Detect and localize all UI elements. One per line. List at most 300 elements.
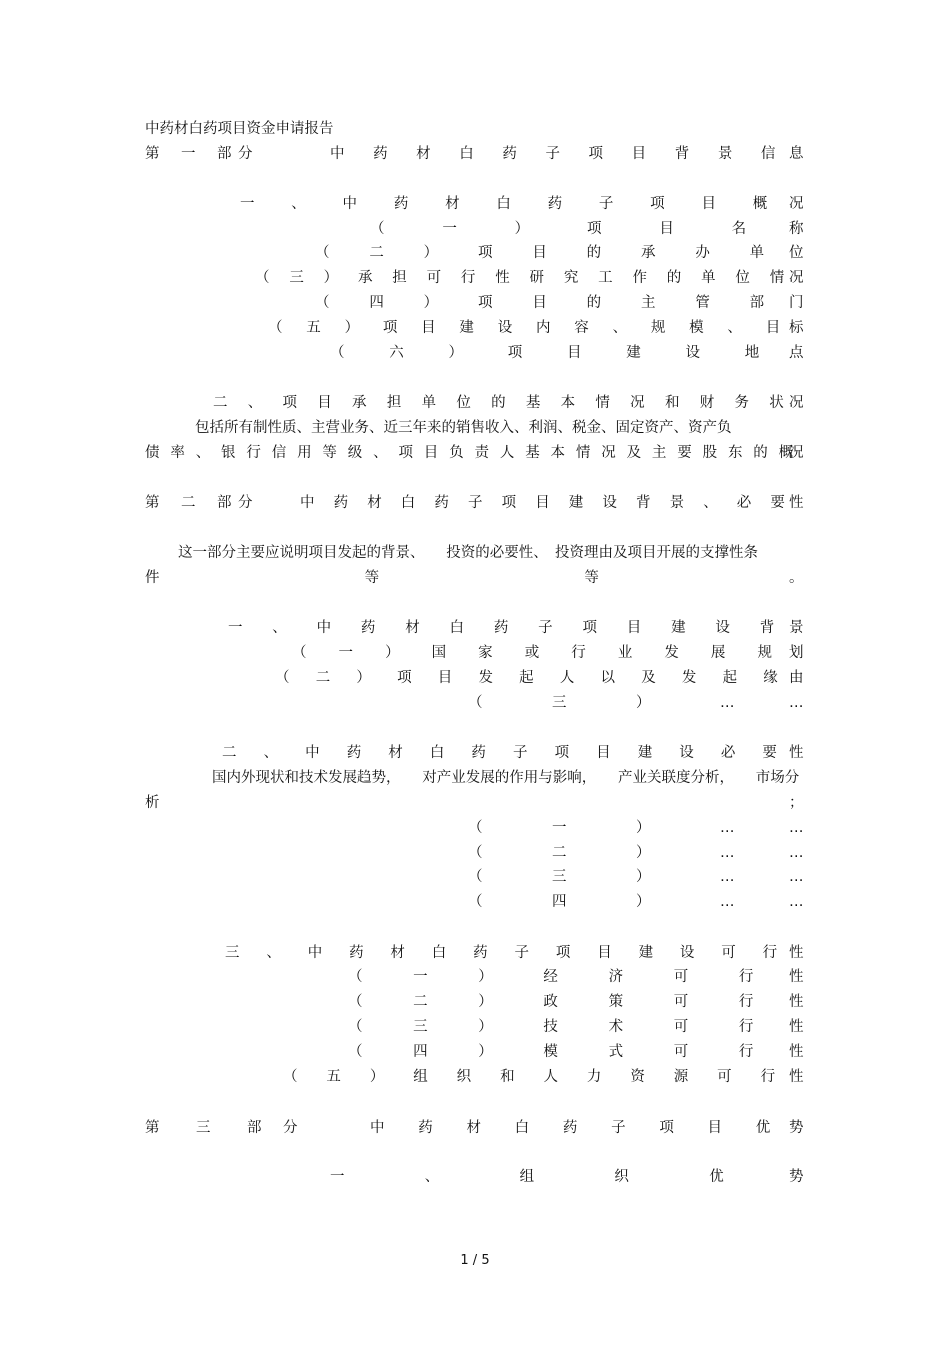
doc-glyph: 景 <box>789 620 804 636</box>
doc-glyph: 中 <box>300 495 315 511</box>
doc-glyph: 名 <box>731 221 747 237</box>
doc-glyph: 况 <box>789 270 804 286</box>
doc-glyph: 药 <box>373 146 388 162</box>
doc-glyph: 中 <box>305 745 320 761</box>
doc-glyph: 三 <box>552 869 567 885</box>
doc-glyph: 基 <box>525 395 541 411</box>
doc-glyph: 、 <box>272 620 287 636</box>
doc-glyph: 项 <box>587 221 602 237</box>
doc-glyph: 行 <box>460 270 476 286</box>
doc-glyph: 二 <box>552 845 567 861</box>
doc-line-12 <box>0 492 950 514</box>
doc-line-19 <box>0 742 950 764</box>
doc-glyph: 一 <box>552 820 567 836</box>
doc-line-11 <box>0 442 950 464</box>
doc-glyph: 背 <box>636 495 651 511</box>
doc-glyph: 一 <box>413 969 428 985</box>
doc-glyph: 力 <box>586 1069 602 1085</box>
doc-glyph: 三 <box>196 1120 211 1136</box>
doc-glyph: 四 <box>552 894 567 910</box>
doc-glyph: 术 <box>608 1019 624 1035</box>
doc-glyph: 承 <box>352 395 367 411</box>
doc-glyph: （ <box>268 320 283 336</box>
doc-glyph: 目 <box>567 345 582 361</box>
doc-line-31 <box>0 1066 950 1088</box>
doc-glyph: 性 <box>789 1019 804 1035</box>
doc-glyph: 可 <box>673 969 689 985</box>
doc-glyph: 门 <box>789 295 804 311</box>
doc-glyph: ） <box>478 994 493 1010</box>
doc-glyph: 策 <box>608 994 624 1010</box>
doc-paragraph-text: 包括所有制性质、主营业务、近三年来的销售收入、利润、税金、固定资产、资产负 <box>195 420 732 436</box>
doc-glyph: 药 <box>418 1120 433 1136</box>
doc-glyph: 项 <box>501 495 517 511</box>
doc-glyph: 析 <box>145 795 160 811</box>
doc-glyph: 一 <box>330 1169 345 1185</box>
doc-line-30 <box>0 1041 950 1063</box>
doc-line-7 <box>0 317 950 339</box>
doc-glyph: 务 <box>734 395 749 411</box>
doc-glyph: 目 <box>532 245 547 261</box>
doc-glyph: 级 <box>347 445 363 461</box>
doc-glyph: … <box>720 845 735 861</box>
doc-glyph: 性 <box>789 1044 804 1060</box>
doc-glyph: （ <box>468 894 483 910</box>
doc-glyph: 白 <box>431 945 447 961</box>
doc-glyph: 目 <box>437 670 453 686</box>
doc-glyph: 、 <box>424 1169 440 1185</box>
doc-line-6 <box>0 292 950 314</box>
doc-glyph: 位 <box>456 395 471 411</box>
doc-glyph: 称 <box>789 221 804 237</box>
doc-glyph: 担 <box>386 395 402 411</box>
doc-glyph: 可 <box>717 1069 732 1085</box>
doc-glyph: 材 <box>390 945 405 961</box>
doc-glyph: 项 <box>397 670 412 686</box>
doc-glyph: 行 <box>760 1069 776 1085</box>
doc-glyph: 必 <box>720 745 736 761</box>
doc-line-17 <box>0 667 950 689</box>
doc-glyph: 五 <box>306 320 321 336</box>
doc-glyph: ） <box>369 1069 385 1085</box>
doc-glyph: 管 <box>695 295 710 311</box>
doc-glyph: 部 <box>217 495 232 511</box>
doc-glyph: 优 <box>709 1169 724 1185</box>
doc-glyph: 目 <box>765 320 781 336</box>
doc-glyph: 主 <box>651 445 667 461</box>
doc-glyph: 子 <box>611 1120 626 1136</box>
doc-glyph: 项 <box>282 395 298 411</box>
doc-glyph: 况 <box>789 445 804 461</box>
doc-glyph: … <box>789 820 804 836</box>
doc-glyph: 展 <box>710 645 726 661</box>
doc-glyph: 必 <box>736 495 752 511</box>
doc-glyph: ） <box>636 869 651 885</box>
doc-glyph: 划 <box>789 645 804 661</box>
doc-glyph: ） <box>478 969 493 985</box>
doc-glyph: 及 <box>641 670 656 686</box>
doc-glyph: 设 <box>715 620 730 636</box>
doc-glyph: 子 <box>598 196 614 212</box>
doc-glyph: 源 <box>673 1069 689 1085</box>
doc-glyph: （ <box>468 845 483 861</box>
doc-glyph: 、 <box>373 445 388 461</box>
doc-glyph: 研 <box>529 270 544 286</box>
doc-line-16 <box>0 642 950 664</box>
doc-glyph: 况 <box>630 395 645 411</box>
doc-glyph: 容 <box>574 320 589 336</box>
doc-glyph: 四 <box>413 1044 428 1060</box>
doc-glyph: 发 <box>664 645 679 661</box>
doc-glyph: 六 <box>389 345 404 361</box>
doc-line-5 <box>0 267 950 289</box>
doc-glyph: 一 <box>181 146 196 162</box>
doc-glyph: … <box>720 820 735 836</box>
doc-glyph: 设 <box>679 945 695 961</box>
doc-glyph: 标 <box>789 320 804 336</box>
doc-glyph: 五 <box>326 1069 341 1085</box>
doc-glyph: 等 <box>364 570 380 586</box>
doc-glyph: 可 <box>673 1044 689 1060</box>
doc-glyph: 药 <box>346 745 362 761</box>
doc-glyph: 目 <box>631 146 647 162</box>
doc-glyph: 白 <box>429 745 445 761</box>
doc-glyph: 二 <box>222 745 237 761</box>
doc-glyph: 白 <box>514 1120 530 1136</box>
doc-glyph: ） <box>385 645 400 661</box>
doc-glyph: 背 <box>674 146 690 162</box>
doc-glyph: 目 <box>535 495 550 511</box>
doc-glyph: 政 <box>543 994 558 1010</box>
doc-line-29 <box>0 1016 950 1038</box>
doc-glyph: 项 <box>507 345 523 361</box>
doc-glyph: 白 <box>459 146 474 162</box>
doc-glyph: 性 <box>789 745 804 761</box>
doc-glyph: 概 <box>752 196 768 212</box>
doc-glyph: 二 <box>369 245 384 261</box>
doc-glyph: 药 <box>473 945 488 961</box>
doc-glyph: 子 <box>545 146 560 162</box>
doc-glyph: 、 <box>727 320 742 336</box>
doc-glyph: 银 <box>221 445 236 461</box>
doc-glyph: 四 <box>369 295 384 311</box>
doc-glyph: （ <box>468 869 483 885</box>
doc-glyph: 分 <box>283 1120 298 1136</box>
doc-glyph: 以 <box>600 670 616 686</box>
doc-glyph: 况 <box>789 395 804 411</box>
doc-glyph: 、 <box>195 445 211 461</box>
doc-glyph: … <box>789 869 804 885</box>
doc-glyph: 部 <box>247 1120 262 1136</box>
doc-glyph: 的 <box>491 395 506 411</box>
doc-glyph: 建 <box>568 495 584 511</box>
doc-glyph: 分 <box>238 146 253 162</box>
doc-glyph: 药 <box>360 620 376 636</box>
doc-glyph: 中 <box>330 146 345 162</box>
page-number: 1 / 5 <box>460 1253 490 1268</box>
doc-glyph: 由 <box>789 670 804 686</box>
doc-glyph: ） <box>478 1044 493 1060</box>
doc-glyph: 三 <box>413 1019 428 1035</box>
doc-glyph: 项 <box>582 620 597 636</box>
doc-glyph: 、 <box>291 196 306 212</box>
doc-glyph: 组 <box>413 1069 428 1085</box>
doc-glyph: 织 <box>456 1069 472 1085</box>
doc-line-15 <box>0 617 950 639</box>
doc-glyph: 可 <box>426 270 442 286</box>
doc-glyph: 材 <box>388 745 403 761</box>
doc-glyph: … <box>789 695 804 711</box>
doc-glyph: 一 <box>338 645 354 661</box>
doc-glyph: 白 <box>449 620 465 636</box>
doc-glyph: 药 <box>471 745 486 761</box>
doc-glyph: 项 <box>398 445 413 461</box>
doc-glyph: 设 <box>679 745 694 761</box>
doc-glyph: 技 <box>543 1019 558 1035</box>
doc-glyph: 目 <box>597 945 612 961</box>
doc-glyph: 规 <box>757 645 772 661</box>
doc-glyph: 点 <box>789 345 804 361</box>
doc-glyph: 项 <box>382 320 398 336</box>
doc-glyph: 本 <box>560 395 576 411</box>
doc-glyph: 二 <box>213 395 228 411</box>
doc-glyph: 设 <box>497 320 513 336</box>
doc-glyph: 织 <box>614 1169 629 1185</box>
doc-glyph: 承 <box>641 245 656 261</box>
doc-glyph: 缘 <box>763 670 778 686</box>
doc-line-14 <box>0 567 950 589</box>
doc-glyph: 性 <box>789 945 804 961</box>
doc-glyph: ） <box>636 894 651 910</box>
doc-glyph: 人 <box>499 445 515 461</box>
doc-glyph: 子 <box>538 620 553 636</box>
doc-glyph: 建 <box>637 745 653 761</box>
doc-glyph: 基 <box>525 445 540 461</box>
doc-glyph: 、 <box>263 745 279 761</box>
doc-glyph: 材 <box>405 620 420 636</box>
doc-glyph: 中 <box>370 1120 385 1136</box>
doc-glyph: （ <box>370 221 385 237</box>
doc-glyph: 行 <box>738 1044 754 1060</box>
doc-line-9 <box>0 392 950 414</box>
doc-glyph: 用 <box>297 445 312 461</box>
doc-glyph: 材 <box>445 196 460 212</box>
doc-glyph: ） <box>636 845 651 861</box>
doc-glyph: … <box>789 845 804 861</box>
doc-glyph: 人 <box>543 1069 558 1085</box>
doc-glyph: 建 <box>638 945 654 961</box>
doc-glyph: 息 <box>789 146 804 162</box>
doc-glyph: 目 <box>421 320 436 336</box>
doc-glyph: … <box>720 869 735 885</box>
doc-glyph: 债 <box>145 445 160 461</box>
doc-glyph: 目 <box>317 395 332 411</box>
doc-glyph: （ <box>315 295 330 311</box>
doc-glyph: ） <box>423 245 439 261</box>
doc-glyph: 目 <box>659 221 674 237</box>
doc-glyph: ） <box>478 1019 493 1035</box>
doc-glyph: 和 <box>664 395 680 411</box>
doc-glyph: 一 <box>240 196 255 212</box>
doc-glyph: 。 <box>789 570 804 586</box>
doc-glyph: 的 <box>586 295 602 311</box>
doc-glyph: 况 <box>601 445 616 461</box>
doc-glyph: 、 <box>247 395 263 411</box>
doc-glyph: 三 <box>552 695 567 711</box>
doc-line-20 <box>0 767 950 789</box>
doc-glyph: 药 <box>562 1120 578 1136</box>
doc-glyph: 建 <box>671 620 686 636</box>
doc-glyph: 可 <box>673 994 689 1010</box>
doc-paragraph-text: 这一部分主要应说明项目发起的背景、 投资的必要性、 投资理由及项目开展的支撑性条 <box>178 545 758 561</box>
doc-glyph: （ <box>348 1019 363 1035</box>
doc-glyph: 地 <box>744 345 760 361</box>
doc-glyph: 项 <box>554 745 570 761</box>
doc-glyph: 发 <box>478 670 493 686</box>
doc-glyph: 项 <box>555 945 571 961</box>
doc-glyph: （ <box>330 345 345 361</box>
doc-glyph: 承 <box>357 270 373 286</box>
doc-line-10 <box>0 417 950 439</box>
doc-glyph: 人 <box>559 670 575 686</box>
doc-glyph: 情 <box>595 395 610 411</box>
doc-glyph: 单 <box>421 395 437 411</box>
doc-glyph: 办 <box>695 245 710 261</box>
doc-glyph: ） <box>344 320 360 336</box>
doc-glyph: 及 <box>626 445 642 461</box>
doc-glyph: 项 <box>588 146 604 162</box>
doc-line-26 <box>0 942 950 964</box>
doc-glyph: 情 <box>575 445 591 461</box>
doc-glyph: ） <box>323 270 339 286</box>
doc-glyph: 责 <box>474 445 489 461</box>
doc-glyph: 内 <box>536 320 551 336</box>
doc-glyph: 中 <box>316 620 332 636</box>
doc-glyph: （ <box>315 245 330 261</box>
doc-glyph: 一 <box>442 221 457 237</box>
doc-glyph: 设 <box>602 495 617 511</box>
doc-glyph: 经 <box>543 969 558 985</box>
doc-glyph: 景 <box>669 495 685 511</box>
doc-glyph: 白 <box>496 196 511 212</box>
doc-glyph: … <box>789 894 804 910</box>
doc-glyph: 负 <box>449 445 464 461</box>
doc-glyph: 目 <box>532 295 547 311</box>
doc-glyph: 一 <box>228 620 243 636</box>
doc-glyph: 材 <box>367 495 382 511</box>
doc-glyph: 白 <box>400 495 416 511</box>
doc-glyph: 第 <box>145 495 160 511</box>
doc-glyph: 药 <box>393 196 409 212</box>
doc-line-32 <box>0 1117 950 1139</box>
doc-glyph: ） <box>636 695 651 711</box>
doc-glyph: 建 <box>459 320 474 336</box>
doc-glyph: （ <box>275 670 290 686</box>
doc-glyph: 组 <box>519 1169 535 1185</box>
doc-glyph: 药 <box>333 495 349 511</box>
doc-glyph: 第 <box>145 146 160 162</box>
doc-glyph: 行 <box>246 445 261 461</box>
doc-glyph: 要 <box>677 445 692 461</box>
doc-glyph: 的 <box>753 445 768 461</box>
doc-glyph: （ <box>292 645 307 661</box>
doc-glyph: 信 <box>760 146 776 162</box>
doc-glyph: 第 <box>145 1120 160 1136</box>
doc-glyph: 国 <box>431 645 447 661</box>
doc-glyph: 作 <box>632 270 647 286</box>
doc-glyph: 、 <box>266 945 281 961</box>
doc-glyph: （ <box>348 969 363 985</box>
doc-glyph: 概 <box>778 445 794 461</box>
doc-glyph: 二 <box>315 670 331 686</box>
doc-glyph: 药 <box>502 146 517 162</box>
doc-glyph: 药 <box>547 196 563 212</box>
doc-glyph: 行 <box>738 994 754 1010</box>
doc-glyph: 性 <box>789 495 804 511</box>
doc-glyph: 目 <box>626 620 642 636</box>
doc-line-23 <box>0 842 950 864</box>
doc-glyph: 三 <box>225 945 240 961</box>
doc-glyph: 部 <box>217 146 232 162</box>
doc-glyph: 目 <box>423 445 439 461</box>
doc-line-1 <box>0 143 950 165</box>
doc-glyph: 性 <box>789 1069 804 1085</box>
doc-glyph: 状 <box>769 395 784 411</box>
doc-glyph: 子 <box>513 745 528 761</box>
doc-glyph: 担 <box>392 270 407 286</box>
doc-glyph: 模 <box>689 320 704 336</box>
doc-line-4 <box>0 242 950 264</box>
doc-line-24 <box>0 866 950 888</box>
doc-glyph: 位 <box>735 270 750 286</box>
doc-glyph: 、 <box>703 495 718 511</box>
doc-paragraph-text: 国内外现状和技术发展趋势， 对产业发展的作用与影响， 产业关联度分析， 市场分 <box>212 770 800 786</box>
doc-glyph: 规 <box>650 320 666 336</box>
doc-glyph: 单 <box>701 270 716 286</box>
doc-glyph: （ <box>348 1044 363 1060</box>
doc-glyph: 二 <box>413 994 428 1010</box>
doc-glyph: 目 <box>701 196 716 212</box>
doc-glyph: 主 <box>641 295 656 311</box>
doc-glyph: 材 <box>466 1120 481 1136</box>
doc-glyph: 件 <box>145 570 160 586</box>
doc-glyph: 项 <box>478 245 493 261</box>
doc-glyph: … <box>720 695 735 711</box>
doc-glyph: 行 <box>571 645 586 661</box>
doc-glyph: 项 <box>659 1120 674 1136</box>
doc-glyph: 究 <box>563 270 579 286</box>
doc-line-28 <box>0 991 950 1013</box>
doc-glyph: ） <box>448 345 463 361</box>
doc-glyph: 药 <box>493 620 509 636</box>
doc-glyph: 财 <box>699 395 715 411</box>
doc-glyph: 率 <box>170 445 185 461</box>
doc-glyph: 本 <box>550 445 566 461</box>
doc-glyph: 等 <box>322 445 337 461</box>
doc-glyph: 势 <box>789 1120 804 1136</box>
doc-line-8 <box>0 342 950 364</box>
doc-glyph: 行 <box>738 1019 754 1035</box>
doc-glyph: 可 <box>673 1019 689 1035</box>
doc-glyph: 子 <box>468 495 483 511</box>
doc-glyph: 模 <box>543 1044 558 1060</box>
doc-glyph: 家 <box>478 645 493 661</box>
doc-glyph: 子 <box>514 945 529 961</box>
doc-glyph: 或 <box>524 645 540 661</box>
doc-glyph: 性 <box>789 994 804 1010</box>
doc-glyph: 式 <box>608 1044 624 1060</box>
doc-glyph: 起 <box>519 670 534 686</box>
